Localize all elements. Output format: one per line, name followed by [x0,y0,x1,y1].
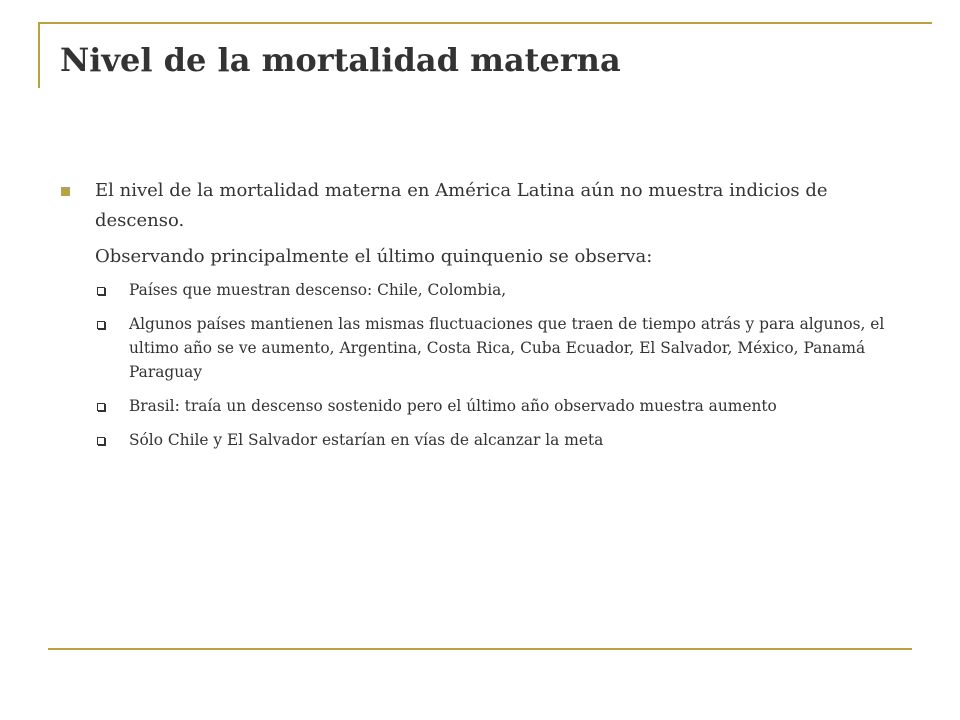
sub-bullet-text: Sólo Chile y El Salvador estarían en vías de alcanzar la meta [129,431,604,449]
main-bullet [60,176,910,236]
slide-title: Nivel de la mortalidad materna [60,41,621,79]
hollow-square-bullet-icon [97,437,105,445]
sub-bullet-list [60,278,910,452]
sub-bullet [95,394,910,418]
continuation-text: Observando principalmente el último quinquenio se observa: [95,246,653,267]
sub-bullet [95,278,910,302]
bottom-divider [48,648,912,650]
main-bullet-text: El nivel de la mortalidad materna en América Latina aún no muestra indicios de descenso. [95,180,828,231]
sub-bullet [95,312,910,384]
sub-bullet-text: Algunos países mantienen las mismas fluctuaciones que traen de tiempo atrás y para algunos, el ultimo año se ve aumento, Argentina, Costa Rica, Cuba Ecuador, El Salvador, México, Panamá Paraguay [129,315,885,381]
left-divider [38,22,40,88]
slide-body [60,176,910,462]
hollow-square-bullet-icon [97,287,105,295]
sub-bullet-text: Países que muestran descenso: Chile, Colombia, [129,281,507,299]
hollow-square-bullet-icon [97,403,105,411]
hollow-square-bullet-icon [97,321,105,329]
top-divider [40,22,932,24]
sub-bullet-text: Brasil: traía un descenso sostenido pero el último año observado muestra aumento [129,397,777,415]
square-bullet-icon [61,187,70,196]
sub-bullet [95,428,910,452]
